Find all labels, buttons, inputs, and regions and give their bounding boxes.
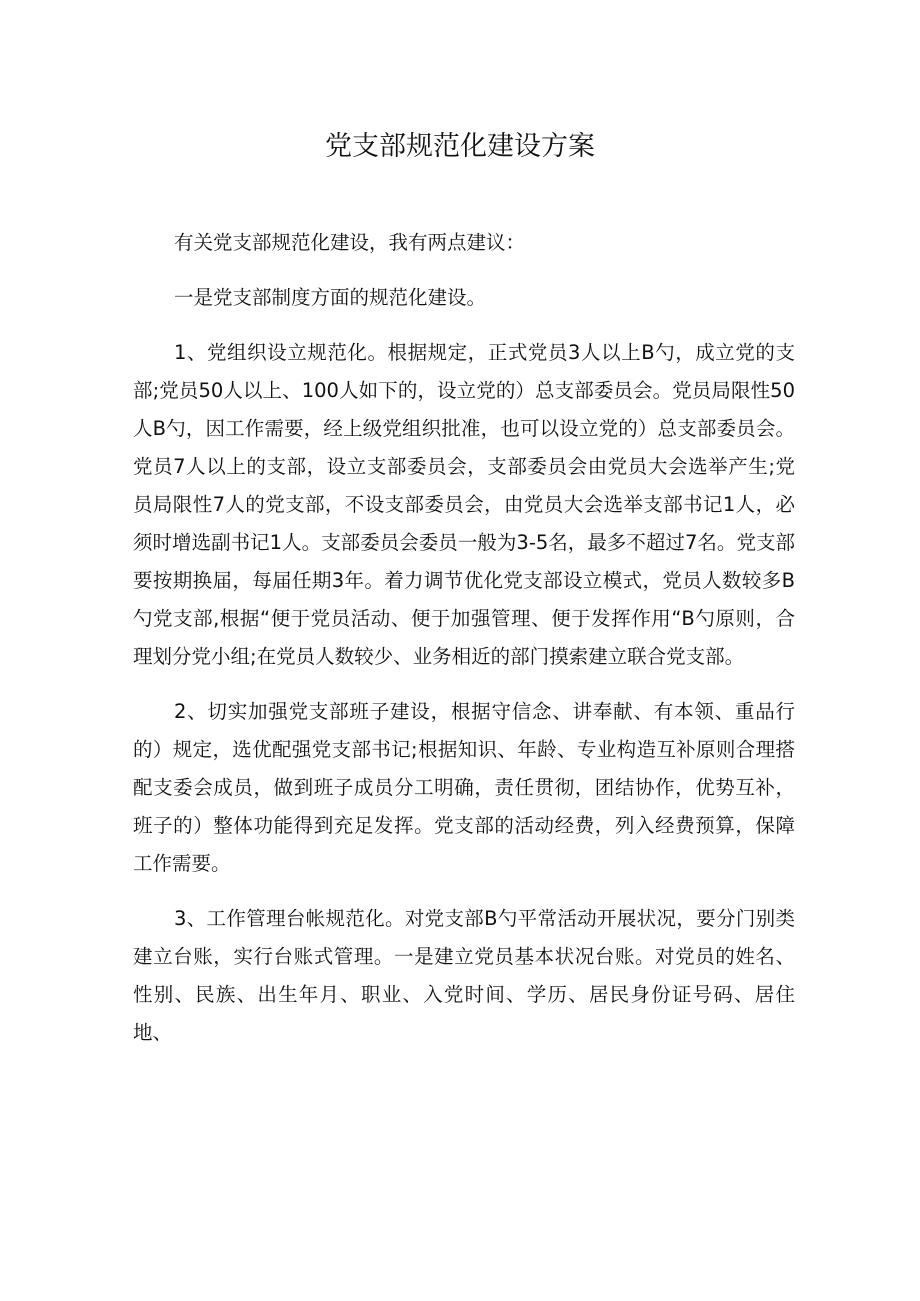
document-body	[133, 224, 795, 1052]
document-title: 党支部规范化建设方案	[325, 131, 595, 162]
paragraph-item-2: 2、切实加强党支部班子建设，根据守信念、讲奉献、有本领、重品行的）规定，选优配强党支部书记;根据知识、年龄、专业构造互补原则合理搭配支委会成员，做到班子成员分工明确，责任贯彻，团结协作，优势互补，班子的）整体功能得到充足发挥。党支部的活动经费，列入经费预算，保障工作需要。	[133, 700, 795, 875]
paragraph-section-one: 一是党支部制度方面的规范化建设。	[173, 286, 486, 309]
paragraph-item-1: 1、党组织设立规范化。根据规定，正式党员3人以上B勺，成立党的支部;党员50人以上、100人如下的，设立党的）总支部委员会。党员局限性50人B勺，因工作需要，经上级党组织批准，也可以设立党的）总支部委员会。党员7人以上的支部，设立支部委员会，支部委员会由党员大会选举产生;党员局限性7人的党支部，不设支部委员会，由党员大会选举支部书记1人，必须时增选副书记1人。支部委员会委员一般为3-5名，最多不超过7名。党支部要按期换届，每届任期3年。着力调节优化党支部设立模式，党员人数较多B勺党支部,根据“便于党员活动、便于加强管理、便于发挥作用“B勺原则，合理划分党小组;在党员人数较少、业务相近的部门摸索建立联合党支部。	[133, 341, 795, 668]
paragraph-item-3: 3、工作管理台帐规范化。对党支部B勺平常活动开展状况，要分门别类建立台账，实行台账式管理。一是建立党员基本状况台账。对党员的姓名、性别、民族、出生年月、职业、入党时间、学历、居民身份证号码、居住地、	[133, 907, 795, 1044]
paragraph-intro: 有关党支部规范化建设，我有两点建议：	[173, 231, 525, 254]
